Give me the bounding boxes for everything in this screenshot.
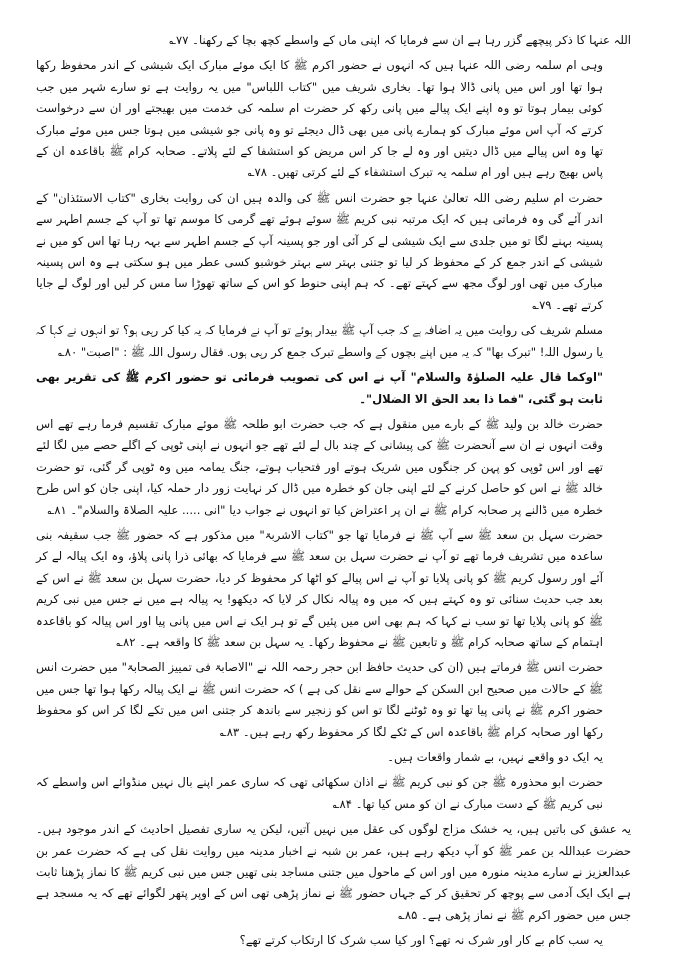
- paragraph-4: مسلم شریف کی روایت میں یہ اضافہ ہے کہ جب آپ ﷺ بیدار ہوئے تو آپ نے فرمایا کہ یہ کیا کر رہی ہو؟ تو انہوں نے کہا کہ یا رسول اللہ! "تبرک بھا" کہ یہ میں اپنے بچوں کے واسطے تبرک جمع کر رہی ہوں۔ فقال رسول اللہ ﷺ : "اصبت" ۸۰؎: [36, 323, 603, 359]
- paragraph-1: اللہ عنہا کا ذکر پیچھے گزر رہا ہے ان سے فرمایا کہ اپنی ماں کے واسطے کچھ بچا کے رکھنا۔ ۷۷؎: [169, 33, 631, 47]
- paragraph-3: حضرت ام سلیم رضی اللہ تعالیٰ عنہا جو حضرت انس ﷺ کی والدہ ہیں ان کی روایت بخاری "کتاب الاستئذان" کے اندر آئے گی وہ فرماتی ہیں کہ ایک مرتبہ نبی کریم ﷺ سوئے ہوئے تھے گرمی کا موسم تھا تو آپ کے جسم اطہر سے پسینہ بہنے لگا تو میں جلدی سے ایک شیشی لے کر آئی اور جو پسینہ آپ کے جسم اطہر سے بہہ رہا تھا اس کو میں نے شیشی کے اندر جمع کر کے محفوظ کر لیا تو جتنی بہتر سے بہتر خوشبو کسی عطر میں ہو سکتی ہے وہ اس پسینہ مبارک میں تھی اور لوگ مجھ سے کہتے تھے۔ کہ ہم اپنی حنوط کو اس کے ساتھ تھوڑا سا مس کر لیں اور لوگ لے جایا کرتے تھے۔ ۷۹؎: [36, 190, 603, 312]
- paragraph-6: حضرت خالد بن ولید ﷺ کے بارے میں منقول ہے کہ جب حضرت ابو طلحہ ﷺ موئے مبارک تقسیم فرما رہے تھے اس وقت انہوں نے ان سے آنحضرت ﷺ کی پیشانی کے چند بال لے لئے تھے جو انہوں نے اپنی ٹوپی کے اگلے حصے میں لگا لئے تھے اور اس ٹوپی کو پہن کر جنگوں میں شریک ہوتے اور فتحیاب ہوتے، جنگ یمامہ میں وہ ٹوپی گر گئی، تو حضرت خالد ﷺ نے اس کو حاصل کرنے کے لئے اپنی جان کو خطرہ میں ڈال کر نہایت زور دار حملہ کیا، اپنی جان کو اس طرح خطرہ میں ڈالنے پر صحابہ کرام ﷺ نے ان پر اعتراض کیا تو انہوں نے جواب دیا "انی ..... علیہ الصلاۃ والسلام"۔ ۸۱؎: [36, 416, 603, 517]
- paragraph-11: یہ عشق کی باتیں ہیں، یہ خشک مزاج لوگوں کی عقل میں نہیں آتیں، لیکن یہ ساری تفصیل احادیث کے اندر موجود ہیں۔ حضرت عبداللہ بن عمر ﷺ کو آپ دیکھ رہے ہیں، عمر بن شبہ نے اخبار مدینہ میں روایت نقل کی ہے کہ حضرت عمر بن عبدالعزیز نے سارے مدینہ منورہ میں اور اس کے ماحول میں جتنی مساجد بنی تھیں جس میں نبی کریم ﷺ کا نماز پڑھنا ثابت ہے ایک ایک آدمی سے پوچھ کر تحقیق کر کے جہاں حضور ﷺ نے نماز پڑھی تھی اس کے اوپر پتھر لگوائے تھے کہ یہ مسجد ہے جس میں حضور اکرم ﷺ نے نماز پڑھی ہے۔ ۸۵؎: [36, 822, 631, 922]
- paragraph-5: "اوکما قال علیہ الصلوٰۃ والسلام" آپ نے اس کی تصویب فرمائی تو حضور اکرم ﷺ کی تقریر بھی ثابت ہو گئی، "فما ذا بعد الحق الا الضلال"۔: [36, 370, 603, 406]
- paragraph-10: حضرت ابو محذورہ ﷺ جن کو نبی کریم ﷺ نے اذان سکھائی تھی کہ ساری عمر اپنے بال نہیں منڈوائے اس واسطے کہ نبی کریم ﷺ کے دست مبارک نے ان کو مس کیا تھا۔ ۸۴؎: [36, 775, 603, 811]
- paragraph-8: حضرت انس ﷺ فرماتے ہیں (ان کی حدیث حافظ ابن حجر رحمہ اللہ نے "الاصابۃ فی تمییز الصحابۃ" میں حضرت انس ﷺ کے حالات میں صحیح ابن السکن کے حوالے سے نقل کی ہے ) کہ حضرت انس ﷺ نے ایک پیالہ رکھا ہوا تھا جس میں حضور اکرم ﷺ نے پانی پیا تھا تو وہ ٹوٹنے لگا تو اس کو زنجیر سے باندھ کر جتنی اس میں تکے لگا کر اس کو محفوظ رکھا اور صحابہ کرام ﷺ باقاعدہ اس کے ٹکے لگا کر محفوظ رکھ رہے ہیں۔ ۸۳؎: [36, 660, 603, 739]
- paragraph-2: وہی ام سلمہ رضی اللہ عنہا ہیں کہ انہوں نے حضور اکرم ﷺ کا ایک موئے مبارک ایک شیشی کے اندر محفوظ رکھا ہوا تھا اور اس میں پانی ڈالا ہوا تھا۔ بخاری شریف میں "کتاب اللباس" میں یہ روایت ہے تو سارے شہر میں جب کوئی بیمار ہوتا تو وہ اپنے ایک پیالے میں پانی رکھ کر حضرت ام سلمہ کی خدمت میں بھیجتے اور ان سے درخواست کرتے کہ آپ اس موئے مبارک کو ہمارے پانی میں بھی ڈال دیجئے تو وہ پانی جو شیشی میں ہوتا جس میں موئے مبارک تھا وہ اس پیالے میں ڈال دیتیں اور وہ لے جا کر اس مریض کو استشفا کے لئے پلاتے۔ صحابہ کرام ﷺ باقاعدہ ان کے پاس بھیج رہے ہیں اور ام سلمہ یہ تبرک استشفاء کے لئے کرتی تھیں۔ ۷۸؎: [36, 58, 603, 180]
- paragraph-7: حضرت سہل بن سعد ﷺ سے آپ ﷺ نے فرمایا تھا جو "کتاب الاشربۃ" میں مذکور ہے کہ حضور ﷺ جب سقیفہ بنی ساعدہ میں تشریف فرما تھے تو آپ نے حضرت سہل بن سعد ﷺ سے فرمایا کہ بھائی ذرا پانی پلاؤ، وہ ایک پیالہ لے کر آئے اور رسول کریم ﷺ کو پانی پلایا تو آپ نے اس پیالے کو اٹھا کر محفوظ کر دیا، حضرت سہل بن سعد ﷺ نے اس کے بعد جب حدیث سنائی تو وہ کہتے ہیں کہ میں وہ پیالہ نکال کر لایا کہ دیکھو! یہ پیالہ ہے میں نے جس میں نبی کریم ﷺ کو پانی پلایا تھا تو سب نے کہا کہ ہم بھی اس میں پئیں گے تو ہر ایک نے اس میں پانی پیا اور اس پیالہ کو باقاعدہ اہتمام کے ساتھ صحابہ کرام ﷺ و تابعین ﷺ نے محفوظ رکھا۔ یہ سہل بن سعد ﷺ کا واقعہ ہے۔ ۸۲؎: [36, 527, 603, 649]
- paragraph-9: یہ ایک دو واقعے نہیں، بے شمار واقعات ہیں۔: [387, 750, 603, 764]
- paragraph-12: یہ سب کام بے کار اور شرک نہ تھے؟ اور کیا سب شرک کا ارتکاب کرتے تھے؟: [239, 933, 603, 948]
